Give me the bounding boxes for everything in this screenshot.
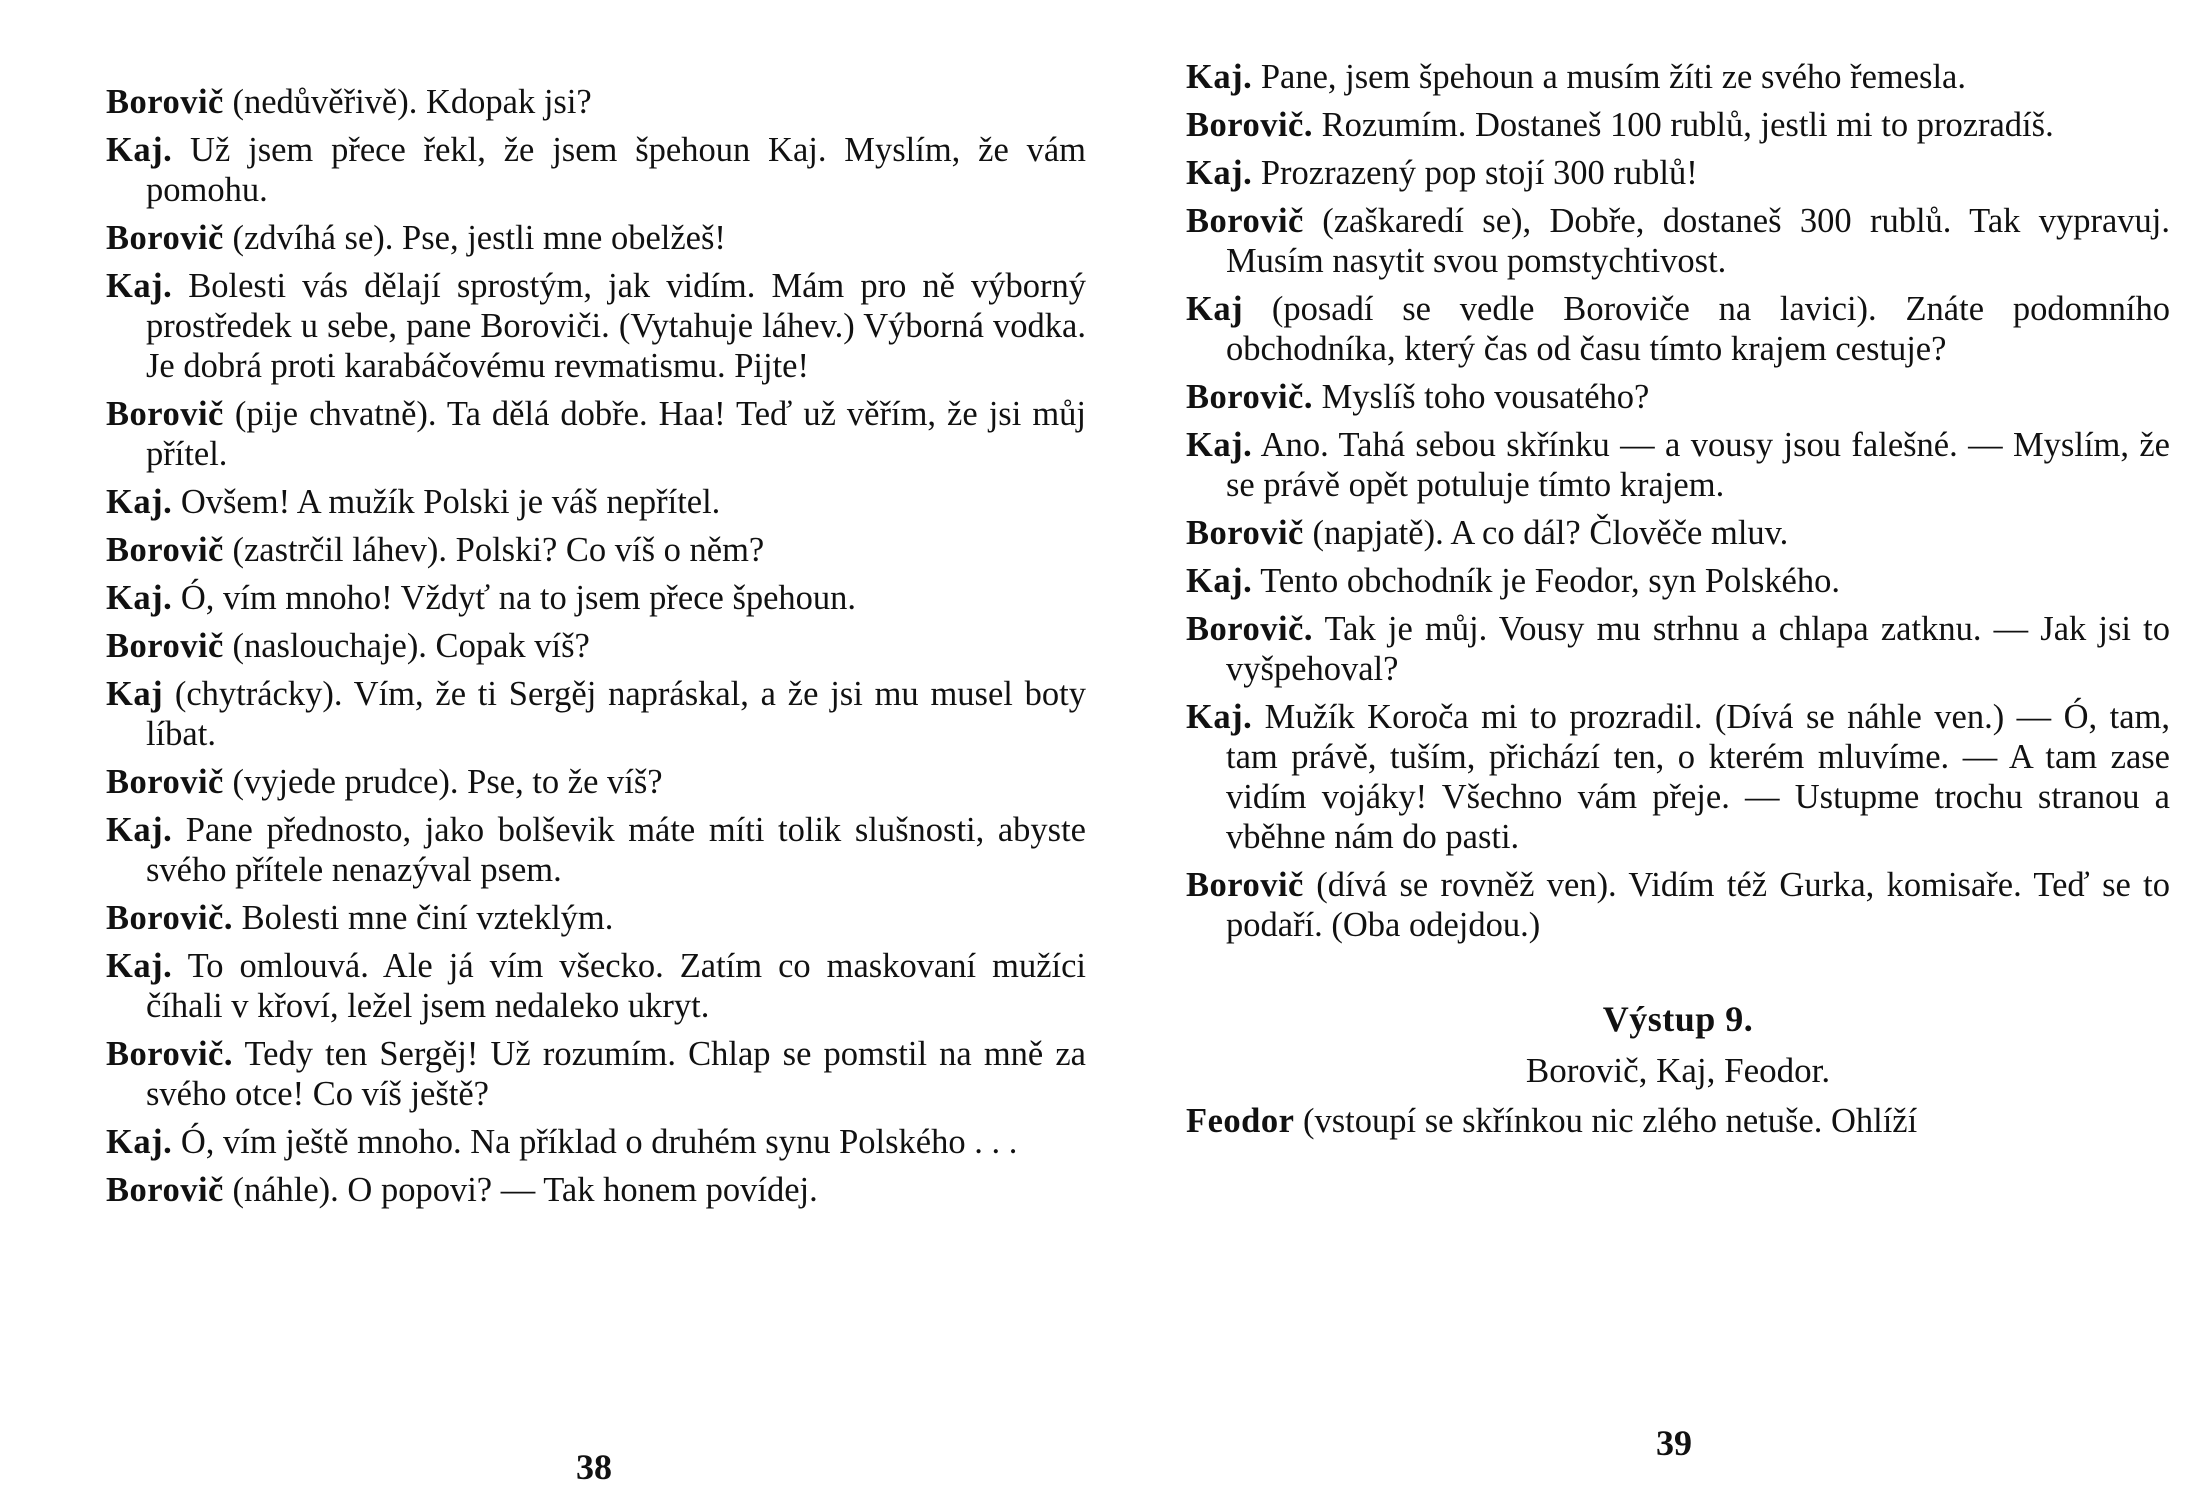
speaker-name: Kaj.: [1186, 58, 1253, 96]
dialogue-text: (nedůvěřivě). Kdopak jsi?: [223, 83, 592, 121]
dialogue-text: Tedy ten Sergěj! Už rozumím. Chlap se pomstil na mně za svého otce! Co víš ještě?: [146, 1035, 1086, 1113]
speaker-name: Borovič: [106, 627, 224, 665]
speaker-name: Kaj.: [106, 267, 173, 305]
dialogue-text: (dívá se rovněž ven). Vidím též Gurka, komisaře. Teď se to podaří. (Oba odejdou.): [1226, 866, 2170, 944]
dialogue-text: Ó, vím ještě mnoho. Na příklad o druhém synu Polského . . .: [172, 1123, 1018, 1161]
speaker-name: Kaj.: [106, 947, 173, 985]
dialogue-entry: [1186, 153, 2170, 193]
speaker-name: Borovič: [106, 83, 224, 121]
speaker-name: Borovič: [1186, 202, 1304, 240]
dialogue-entry: [106, 218, 1086, 258]
dialogue-entry: [106, 530, 1086, 570]
dialogue-text: Rozumím. Dostaneš 100 rublů, jestli mi to prozradíš.: [1312, 106, 2054, 144]
dialogue-entry: [1186, 425, 2170, 505]
dialogue-text: Mužík Koroča mi to prozradil. (Dívá se náhle ven.) — Ó, tam, tam právě, tuším, přichází ten, o kterém mluvíme. — A tam zase vidím vojáky! Všechno vám přeje. — Ustupme trochu stranou a vběhne nám do pasti.: [1226, 698, 2170, 856]
dialogue-text: (zaškaredí se), Dobře, dostaneš 300 rublů. Tak vypravuj. Musím nasytit svou pomstychtivost.: [1226, 202, 2170, 280]
speaker-name: Borovič.: [1186, 378, 1313, 416]
dialogue-text: (chytrácky). Vím, že ti Sergěj napráskal, a že jsi mu musel boty líbat.: [146, 675, 1086, 753]
speaker-name: Borovič: [106, 1171, 224, 1209]
dialogue-text: Bolesti vás dělají sprostým, jak vidím. Mám pro ně výborný prostředek u sebe, pane Boroviči. (Vytahuje láhev.) Výborná vodka. Je dobrá proti karabáčovému revmatismu. Pijte!: [146, 267, 1086, 385]
speaker-name: Borovič: [1186, 514, 1304, 552]
dialogue-text: (zastrčil láhev). Polski? Co víš o něm?: [223, 531, 765, 569]
dialogue-entry: [106, 762, 1086, 802]
speaker-name: Kaj.: [106, 1123, 173, 1161]
scene-cast-list: Borovič, Kaj, Feodor.: [1525, 1051, 1831, 1090]
dialogue-entry: [1186, 513, 2170, 553]
speaker-name: Borovič.: [106, 1035, 233, 1073]
dialogue-entry: [106, 674, 1086, 754]
speaker-name: Borovič.: [1186, 106, 1313, 144]
scene-heading: Výstup 9.: [1602, 999, 1754, 1039]
dialogue-text: To omlouvá. Ale já vím všecko. Zatím co maskovaní mužíci číhali v křoví, ležel jsem nedaleko ukryt.: [146, 947, 1086, 1025]
dialogue-entry: [106, 1034, 1086, 1114]
dialogue-entry: [1186, 697, 2170, 857]
speaker-name: Kaj.: [1186, 562, 1253, 600]
dialogue-entry: [1186, 1101, 2170, 1141]
dialogue-entry: [106, 898, 1086, 938]
page-number: 38: [576, 1447, 612, 1487]
dialogue-text: (vstoupí se skřínkou nic zlého netuše. Ohlíží: [1294, 1102, 1918, 1140]
speaker-name: Kaj.: [106, 579, 173, 617]
dialogue-entry: [1186, 377, 2170, 417]
dialogue-text: (pije chvatně). Ta dělá dobře. Haa! Teď už věřím, že jsi můj přítel.: [146, 395, 1086, 473]
dialogue-text: Pane, jsem špehoun a musím žíti ze svého řemesla.: [1252, 58, 1966, 96]
speaker-name: Borovič: [106, 763, 224, 801]
dialogue-text: Už jsem přece řekl, že jsem špehoun Kaj. Myslím, že vám pomohu.: [146, 131, 1086, 209]
speaker-name: Kaj: [106, 675, 164, 713]
dialogue-entry: [1186, 609, 2170, 689]
dialogue-text: (napjatě). A co dál? Člověče mluv.: [1303, 514, 1789, 552]
speaker-name: Borovič: [106, 219, 224, 257]
dialogue-entry: [106, 626, 1086, 666]
dialogue-text: Myslíš toho vousatého?: [1312, 378, 1650, 416]
dialogue-text: Prozrazený pop stojí 300 rublů!: [1252, 154, 1698, 192]
dialogue-entry: [1186, 57, 2170, 97]
dialogue-entry: [1186, 105, 2170, 145]
speaker-name: Kaj.: [1186, 426, 1253, 464]
dialogue-entry: [106, 482, 1086, 522]
dialogue-entry: [1186, 865, 2170, 945]
right-page-dialogue: [1186, 57, 2170, 1149]
dialogue-text: (naslouchaje). Copak víš?: [223, 627, 590, 665]
speaker-name: Borovič: [106, 395, 224, 433]
speaker-name: Kaj.: [106, 811, 173, 849]
dialogue-text: Ano. Tahá sebou skřínku — a vousy jsou falešné. — Myslím, že se právě opět potuluje tímto krajem.: [1226, 426, 2170, 504]
speaker-name: Feodor: [1186, 1102, 1295, 1140]
dialogue-entry: [106, 946, 1086, 1026]
dialogue-entry: [106, 810, 1086, 890]
speaker-name: Kaj.: [1186, 154, 1253, 192]
dialogue-entry: [106, 578, 1086, 618]
dialogue-entry: [106, 1170, 1086, 1210]
dialogue-text: (náhle). O popovi? — Tak honem povídej.: [223, 1171, 818, 1209]
dialogue-text: Ó, vím mnoho! Vždyť na to jsem přece špehoun.: [172, 579, 857, 617]
dialogue-entry: [106, 266, 1086, 386]
dialogue-entry: [106, 1122, 1086, 1162]
dialogue-text: Pane přednosto, jako bolševik máte míti tolik slušnosti, abyste svého přítele nenazýval psem.: [146, 811, 1086, 889]
dialogue-text: Bolesti mne činí vzteklým.: [232, 899, 614, 937]
dialogue-text: (posadí se vedle Boroviče na lavici). Znáte podomního obchodníka, který čas od času tímto krajem cestuje?: [1226, 290, 2170, 368]
speaker-name: Kaj.: [1186, 698, 1253, 736]
speaker-name: Borovič: [106, 531, 224, 569]
dialogue-entry: [106, 82, 1086, 122]
dialogue-text: Ovšem! A mužík Polski je váš nepřítel.: [172, 483, 721, 521]
speaker-name: Kaj.: [106, 131, 173, 169]
dialogue-text: Tento obchodník je Feodor, syn Polského.: [1252, 562, 1840, 600]
dialogue-entry: [1186, 561, 2170, 601]
dialogue-entry: [1186, 201, 2170, 281]
dialogue-text: (vyjede prudce). Pse, to že víš?: [223, 763, 663, 801]
dialogue-entry: [106, 130, 1086, 210]
left-page-dialogue: [106, 82, 1086, 1218]
dialogue-entry: [1186, 289, 2170, 369]
speaker-name: Borovič.: [1186, 610, 1313, 648]
speaker-name: Borovič.: [106, 899, 233, 937]
speaker-name: Kaj.: [106, 483, 173, 521]
dialogue-text: (zdvíhá se). Pse, jestli mne obelžeš!: [223, 219, 726, 257]
speaker-name: Kaj: [1186, 290, 1244, 328]
page-number: 39: [1656, 1423, 1692, 1463]
dialogue-text: Tak je můj. Vousy mu strhnu a chlapa zatknu. — Jak jsi to vyšpehoval?: [1226, 610, 2170, 688]
speaker-name: Borovič: [1186, 866, 1304, 904]
dialogue-entry: [106, 394, 1086, 474]
